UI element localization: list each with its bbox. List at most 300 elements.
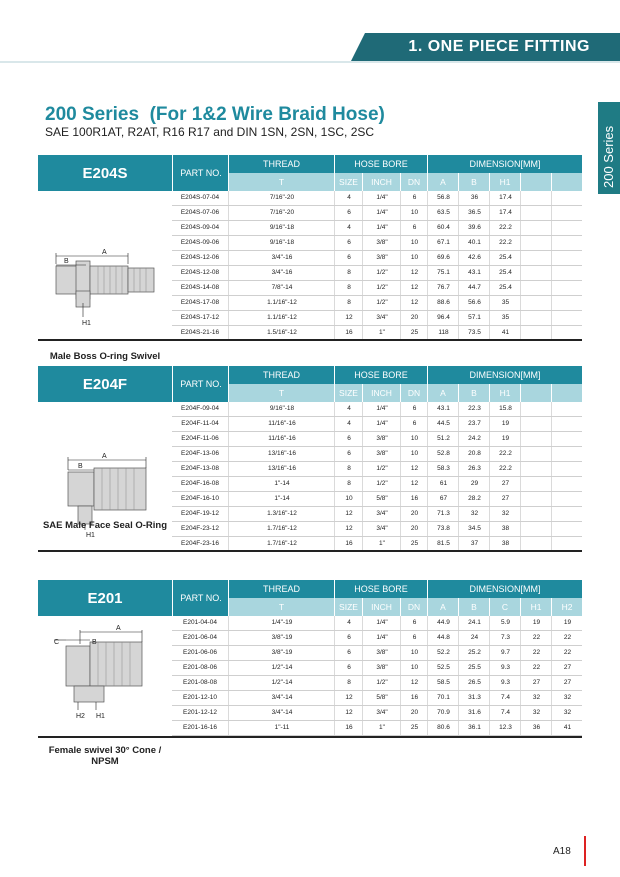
table-cell: 19 — [520, 616, 552, 630]
hose-bore-header: HOSE BORE — [334, 155, 427, 173]
size-header: SIZE — [334, 384, 362, 402]
table-cell — [551, 477, 583, 491]
table-cell: 17.4 — [489, 206, 521, 220]
table-cell: 96.4 — [427, 311, 459, 325]
table-cell: 22.2 — [489, 447, 521, 461]
table-cell: 1.1/16"-12 — [228, 296, 335, 310]
table-cell: 22.3 — [458, 402, 490, 416]
dimension-header: DIMENSION[MM] — [427, 366, 582, 384]
table-cell: 36 — [458, 191, 490, 205]
table-cell: 7.4 — [489, 691, 521, 705]
table-cell — [520, 417, 552, 431]
table-cell: 27 — [489, 492, 521, 506]
table-cell — [551, 462, 583, 476]
table-cell: 3/4" — [362, 522, 401, 536]
table-cell: 6 — [334, 447, 363, 461]
table-cell: 6 — [400, 631, 428, 645]
table-cell: E204F-16-10 — [181, 495, 219, 502]
table-cell: 22.2 — [489, 462, 521, 476]
table-cell: 16 — [334, 537, 363, 551]
table-cell: 12 — [400, 296, 428, 310]
size-header: SIZE — [334, 598, 362, 616]
thread-t-header: T — [228, 384, 334, 402]
dim-c-label: C — [54, 639, 60, 646]
table-cell: 12 — [400, 676, 428, 690]
table-cell: E201-08-08 — [183, 679, 217, 686]
thread-t-header: T — [228, 173, 334, 191]
table-cell: 22.2 — [489, 221, 521, 235]
table-cell: 1/2" — [362, 462, 401, 476]
table-cell: 19 — [551, 616, 583, 630]
table-cell: E204S-12-08 — [180, 269, 220, 276]
table-cell: 44.7 — [458, 281, 490, 295]
table-cell — [520, 206, 552, 220]
table-cell: 32 — [520, 691, 552, 705]
table-cell: 36.5 — [458, 206, 490, 220]
table-cell: 10 — [400, 646, 428, 660]
table-cell — [551, 221, 583, 235]
dim-c-header: C — [489, 598, 520, 616]
table-cell: 1/4" — [362, 631, 401, 645]
table-cell — [520, 221, 552, 235]
table-row — [172, 402, 582, 417]
table-cell: 24.1 — [458, 616, 490, 630]
table-cell: 73.5 — [458, 326, 490, 340]
table-cell — [520, 432, 552, 446]
series-subtitle: SAE 100R1AT, R2AT, R16 R17 and DIN 1SN, 2SN, 1SC, 2SC — [45, 125, 375, 139]
fitting-caption: SAE Male Face Seal O-Ring — [42, 520, 168, 531]
table-cell: 32 — [520, 706, 552, 720]
table-cell: E201-06-06 — [183, 649, 217, 656]
table-cell: 24.2 — [458, 432, 490, 446]
table-cell: 3/8" — [362, 236, 401, 250]
table-cell: 76.7 — [427, 281, 459, 295]
table-cell: 10 — [334, 492, 363, 506]
table-cell — [551, 251, 583, 265]
table-cell: E204F-13-06 — [181, 450, 219, 457]
dn-header: DN — [400, 598, 427, 616]
table-cell: 71.3 — [427, 507, 459, 521]
table-row — [172, 236, 582, 251]
table-cell: 67.1 — [427, 236, 459, 250]
section-e204s — [38, 155, 582, 362]
table-row — [172, 706, 582, 721]
table-cell: E204S-12-06 — [180, 254, 220, 261]
table-body — [38, 616, 582, 767]
dim-b-label: B — [78, 463, 83, 470]
table-cell: 1" — [362, 537, 401, 551]
table-cell: 3/4"-14 — [228, 706, 335, 720]
table-cell: 44.5 — [427, 417, 459, 431]
table-row — [172, 432, 582, 447]
section-e201 — [38, 580, 582, 767]
table-cell: 27 — [551, 661, 583, 675]
dimension-header: DIMENSION[MM] — [427, 580, 582, 598]
table-cell — [520, 507, 552, 521]
table-cell: 27 — [551, 676, 583, 690]
table-row — [172, 462, 582, 477]
table-cell — [551, 537, 583, 551]
table-cell: 6 — [334, 206, 363, 220]
dim-b-label: B — [64, 258, 69, 265]
dim-h2-header: H2 — [551, 598, 582, 616]
table-cell — [520, 447, 552, 461]
table-cell: 16 — [400, 492, 428, 506]
table-cell: 32 — [551, 706, 583, 720]
table-cell: 52.8 — [427, 447, 459, 461]
table-cell: 43.1 — [458, 266, 490, 280]
table-cell: 52.5 — [427, 661, 459, 675]
table-cell: 35 — [489, 311, 521, 325]
table-cell: 11/16"-16 — [228, 432, 335, 446]
table-cell: E204S-17-12 — [180, 314, 220, 321]
table-cell: 1/4"-19 — [228, 616, 335, 630]
table-cell: 12.3 — [489, 721, 521, 735]
table-cell: 3/4"-16 — [228, 251, 335, 265]
table-row — [172, 691, 582, 706]
table-cell: 37 — [458, 537, 490, 551]
section-bottom-rule — [38, 339, 582, 341]
table-cell — [551, 236, 583, 250]
table-cell: 10 — [400, 206, 428, 220]
table-cell: 7/16"-20 — [228, 191, 335, 205]
table-cell: 69.6 — [427, 251, 459, 265]
table-cell: 25 — [400, 537, 428, 551]
dim-h1-label: H1 — [86, 532, 95, 539]
blank-header — [520, 384, 551, 402]
table-cell: 81.5 — [427, 537, 459, 551]
table-header — [38, 580, 582, 616]
table-cell — [520, 266, 552, 280]
table-cell: 1.7/16"-12 — [228, 537, 335, 551]
table-cell: 1.7/16"-12 — [228, 522, 335, 536]
section-name: E204F — [38, 366, 172, 402]
table-cell: E204F-23-16 — [181, 540, 219, 547]
thread-header: THREAD — [228, 580, 334, 598]
table-row — [172, 522, 582, 537]
table-row — [172, 296, 582, 311]
table-cell — [520, 477, 552, 491]
blank-header — [551, 384, 582, 402]
table-cell: 19 — [489, 432, 521, 446]
table-cell — [551, 492, 583, 506]
part-no-header: PART NO. — [172, 155, 229, 191]
table-cell — [520, 492, 552, 506]
table-cell: 38 — [489, 522, 521, 536]
table-row — [172, 646, 582, 661]
table-cell: E204F-19-12 — [181, 510, 219, 517]
table-cell: 4 — [334, 616, 363, 630]
table-row — [172, 631, 582, 646]
table-cell — [520, 402, 552, 416]
table-row — [172, 447, 582, 462]
blank-header — [551, 173, 582, 191]
page-accent-bar — [584, 836, 586, 866]
table-cell: 1/2" — [362, 676, 401, 690]
table-cell: 58.5 — [427, 676, 459, 690]
table-cell: 20 — [400, 522, 428, 536]
table-cell: 1"-14 — [228, 492, 335, 506]
thread-t-header: T — [228, 598, 334, 616]
table-cell: 26.5 — [458, 676, 490, 690]
table-cell: 1/4" — [362, 402, 401, 416]
dim-b-header: B — [458, 173, 489, 191]
table-cell: 3/8" — [362, 432, 401, 446]
series-title: 200 Series (For 1&2 Wire Braid Hose) — [45, 104, 385, 125]
table-header — [38, 155, 582, 191]
table-cell — [520, 251, 552, 265]
table-cell: 7/16"-20 — [228, 206, 335, 220]
table-cell: 36 — [520, 721, 552, 735]
table-cell — [520, 326, 552, 340]
table-cell: 16 — [334, 326, 363, 340]
table-row — [172, 507, 582, 522]
table-cell: 3/8"-19 — [228, 631, 335, 645]
table-body — [38, 191, 582, 362]
table-cell: 6 — [334, 251, 363, 265]
table-cell: 56.6 — [458, 296, 490, 310]
table-cell: 19 — [489, 417, 521, 431]
fitting-e201-drawing — [38, 616, 172, 736]
dim-h1-header: H1 — [489, 173, 520, 191]
table-cell: 22 — [520, 661, 552, 675]
table-cell: 1/4" — [362, 616, 401, 630]
table-cell: 58.3 — [427, 462, 459, 476]
table-cell: 7.3 — [489, 631, 521, 645]
table-cell: 9.7 — [489, 646, 521, 660]
table-cell: 32 — [551, 691, 583, 705]
table-cell: 1/2" — [362, 296, 401, 310]
table-cell: 25.2 — [458, 646, 490, 660]
table-cell: 41 — [551, 721, 583, 735]
table-cell: 6 — [334, 236, 363, 250]
table-cell: 7/8"-14 — [228, 281, 335, 295]
table-cell: 8 — [334, 462, 363, 476]
table-cell: E201-08-06 — [183, 664, 217, 671]
table-cell: 3/4" — [362, 706, 401, 720]
table-cell: 10 — [400, 251, 428, 265]
table-cell: 3/4"-16 — [228, 266, 335, 280]
table-cell: E204F-09-04 — [181, 405, 219, 412]
section-e204f — [38, 366, 582, 552]
table-cell: E204S-09-06 — [180, 239, 220, 246]
table-cell: 6 — [400, 402, 428, 416]
table-cell: 25 — [400, 721, 428, 735]
table-cell: 1/2" — [362, 266, 401, 280]
table-cell: 75.1 — [427, 266, 459, 280]
table-cell — [551, 326, 583, 340]
table-cell: E204S-07-04 — [180, 194, 220, 201]
table-cell: 41 — [489, 326, 521, 340]
table-cell: 22.2 — [489, 236, 521, 250]
table-cell: 5/8" — [362, 492, 401, 506]
table-cell: 6 — [400, 221, 428, 235]
table-cell: 1.1/16"-12 — [228, 311, 335, 325]
table-cell: 51.2 — [427, 432, 459, 446]
thread-header: THREAD — [228, 366, 334, 384]
table-cell: 70.9 — [427, 706, 459, 720]
table-cell: 17.4 — [489, 191, 521, 205]
table-cell: 4 — [334, 221, 363, 235]
table-cell: 28.2 — [458, 492, 490, 506]
dimension-header: DIMENSION[MM] — [427, 155, 582, 173]
table-cell: 32 — [458, 507, 490, 521]
blank-header — [520, 173, 551, 191]
table-cell: 44.8 — [427, 631, 459, 645]
table-cell: E201-04-04 — [183, 619, 217, 626]
table-cell — [551, 191, 583, 205]
section-name: E204S — [38, 155, 172, 191]
table-row — [172, 251, 582, 266]
table-cell: 3/8" — [362, 661, 401, 675]
table-cell: 25.4 — [489, 251, 521, 265]
table-cell: 52.2 — [427, 646, 459, 660]
table-cell: 20 — [400, 311, 428, 325]
table-cell: 61 — [427, 477, 459, 491]
table-cell: 22 — [520, 646, 552, 660]
size-header: SIZE — [334, 173, 362, 191]
dn-header: DN — [400, 173, 427, 191]
table-cell: 6 — [334, 432, 363, 446]
table-cell: 35 — [489, 296, 521, 310]
table-row — [172, 191, 582, 206]
section-bottom-rule — [38, 736, 582, 738]
table-cell: 12 — [334, 691, 363, 705]
table-cell: E204S-09-04 — [180, 224, 220, 231]
section-name: E201 — [38, 580, 172, 616]
table-cell: 25.4 — [489, 281, 521, 295]
table-cell: 25 — [400, 326, 428, 340]
table-cell — [520, 522, 552, 536]
dim-a-label: A — [102, 453, 107, 460]
table-cell: 1.5/16"-12 — [228, 326, 335, 340]
table-cell: 1/4" — [362, 206, 401, 220]
table-cell: 12 — [334, 507, 363, 521]
table-cell: 1" — [362, 326, 401, 340]
dim-h2-label: H2 — [76, 713, 85, 720]
table-cell: 20 — [400, 507, 428, 521]
table-cell: 29 — [458, 477, 490, 491]
table-cell — [551, 311, 583, 325]
table-cell: 22 — [551, 631, 583, 645]
part-no-header: PART NO. — [172, 580, 229, 616]
dim-a-header: A — [427, 598, 458, 616]
table-cell: 60.4 — [427, 221, 459, 235]
table-cell: 118 — [427, 326, 459, 340]
table-cell: 12 — [400, 477, 428, 491]
table-cell: 34.5 — [458, 522, 490, 536]
table-cell: 12 — [334, 522, 363, 536]
table-cell: E204S-17-08 — [180, 299, 220, 306]
table-cell: 27 — [520, 676, 552, 690]
inch-header: INCH — [362, 384, 400, 402]
table-cell: 12 — [400, 462, 428, 476]
table-cell: 43.1 — [427, 402, 459, 416]
hose-bore-header: HOSE BORE — [334, 580, 427, 598]
table-row — [172, 221, 582, 236]
table-cell: 1/2" — [362, 477, 401, 491]
dn-header: DN — [400, 384, 427, 402]
header-title: 1. ONE PIECE FITTING — [408, 38, 590, 55]
table-cell: 88.6 — [427, 296, 459, 310]
table-cell: 36.1 — [458, 721, 490, 735]
dim-a-header: A — [427, 384, 458, 402]
table-cell: 1/2"-14 — [228, 676, 335, 690]
table-cell: 3/4" — [362, 311, 401, 325]
inch-header: INCH — [362, 173, 400, 191]
table-cell: 10 — [400, 236, 428, 250]
table-cell: 16 — [334, 721, 363, 735]
thread-header: THREAD — [228, 155, 334, 173]
table-header — [38, 366, 582, 402]
table-cell: 3/4"-14 — [228, 691, 335, 705]
table-cell: 67 — [427, 492, 459, 506]
table-cell: 5/8" — [362, 691, 401, 705]
table-cell — [551, 417, 583, 431]
header-divider — [0, 61, 620, 63]
table-cell: 1"-14 — [228, 477, 335, 491]
fitting-e204s-drawing — [38, 191, 172, 341]
table-cell: 38 — [489, 537, 521, 551]
table-row — [172, 281, 582, 296]
table-cell: 63.5 — [427, 206, 459, 220]
table-cell — [520, 311, 552, 325]
table-row — [172, 417, 582, 432]
table-cell: 15.8 — [489, 402, 521, 416]
table-cell: 39.6 — [458, 221, 490, 235]
dim-b-header: B — [458, 384, 489, 402]
table-row — [172, 721, 582, 736]
dim-a-header: A — [427, 173, 458, 191]
table-cell: 9/16"-18 — [228, 221, 335, 235]
fitting-caption: Male Boss O-ring Swivel — [49, 351, 161, 362]
table-cell — [551, 522, 583, 536]
table-cell — [551, 266, 583, 280]
table-cell — [551, 447, 583, 461]
table-cell: 22 — [551, 646, 583, 660]
table-cell: 10 — [400, 447, 428, 461]
header-band — [365, 33, 620, 61]
table-cell: 40.1 — [458, 236, 490, 250]
table-cell: 4 — [334, 417, 363, 431]
dim-b-header: B — [458, 598, 489, 616]
table-row — [172, 206, 582, 221]
table-cell: 70.1 — [427, 691, 459, 705]
table-cell: 12 — [334, 706, 363, 720]
table-cell: 3/8" — [362, 251, 401, 265]
table-cell: 9.3 — [489, 661, 521, 675]
table-cell: 12 — [400, 281, 428, 295]
table-cell: 6 — [400, 191, 428, 205]
table-row — [172, 266, 582, 281]
table-cell: 27 — [489, 477, 521, 491]
table-cell: 8 — [334, 296, 363, 310]
table-cell: E204F-16-08 — [181, 480, 219, 487]
table-cell: 25.5 — [458, 661, 490, 675]
table-cell: 6 — [334, 631, 363, 645]
dim-h1-label: H1 — [82, 320, 91, 327]
table-row — [172, 311, 582, 326]
hose-bore-header: HOSE BORE — [334, 366, 427, 384]
table-cell: 5.9 — [489, 616, 521, 630]
table-cell — [551, 432, 583, 446]
table-cell: 32 — [489, 507, 521, 521]
table-cell: 8 — [334, 281, 363, 295]
inch-header: INCH — [362, 598, 400, 616]
table-cell: E201-06-04 — [183, 634, 217, 641]
table-cell — [551, 507, 583, 521]
table-cell — [551, 402, 583, 416]
